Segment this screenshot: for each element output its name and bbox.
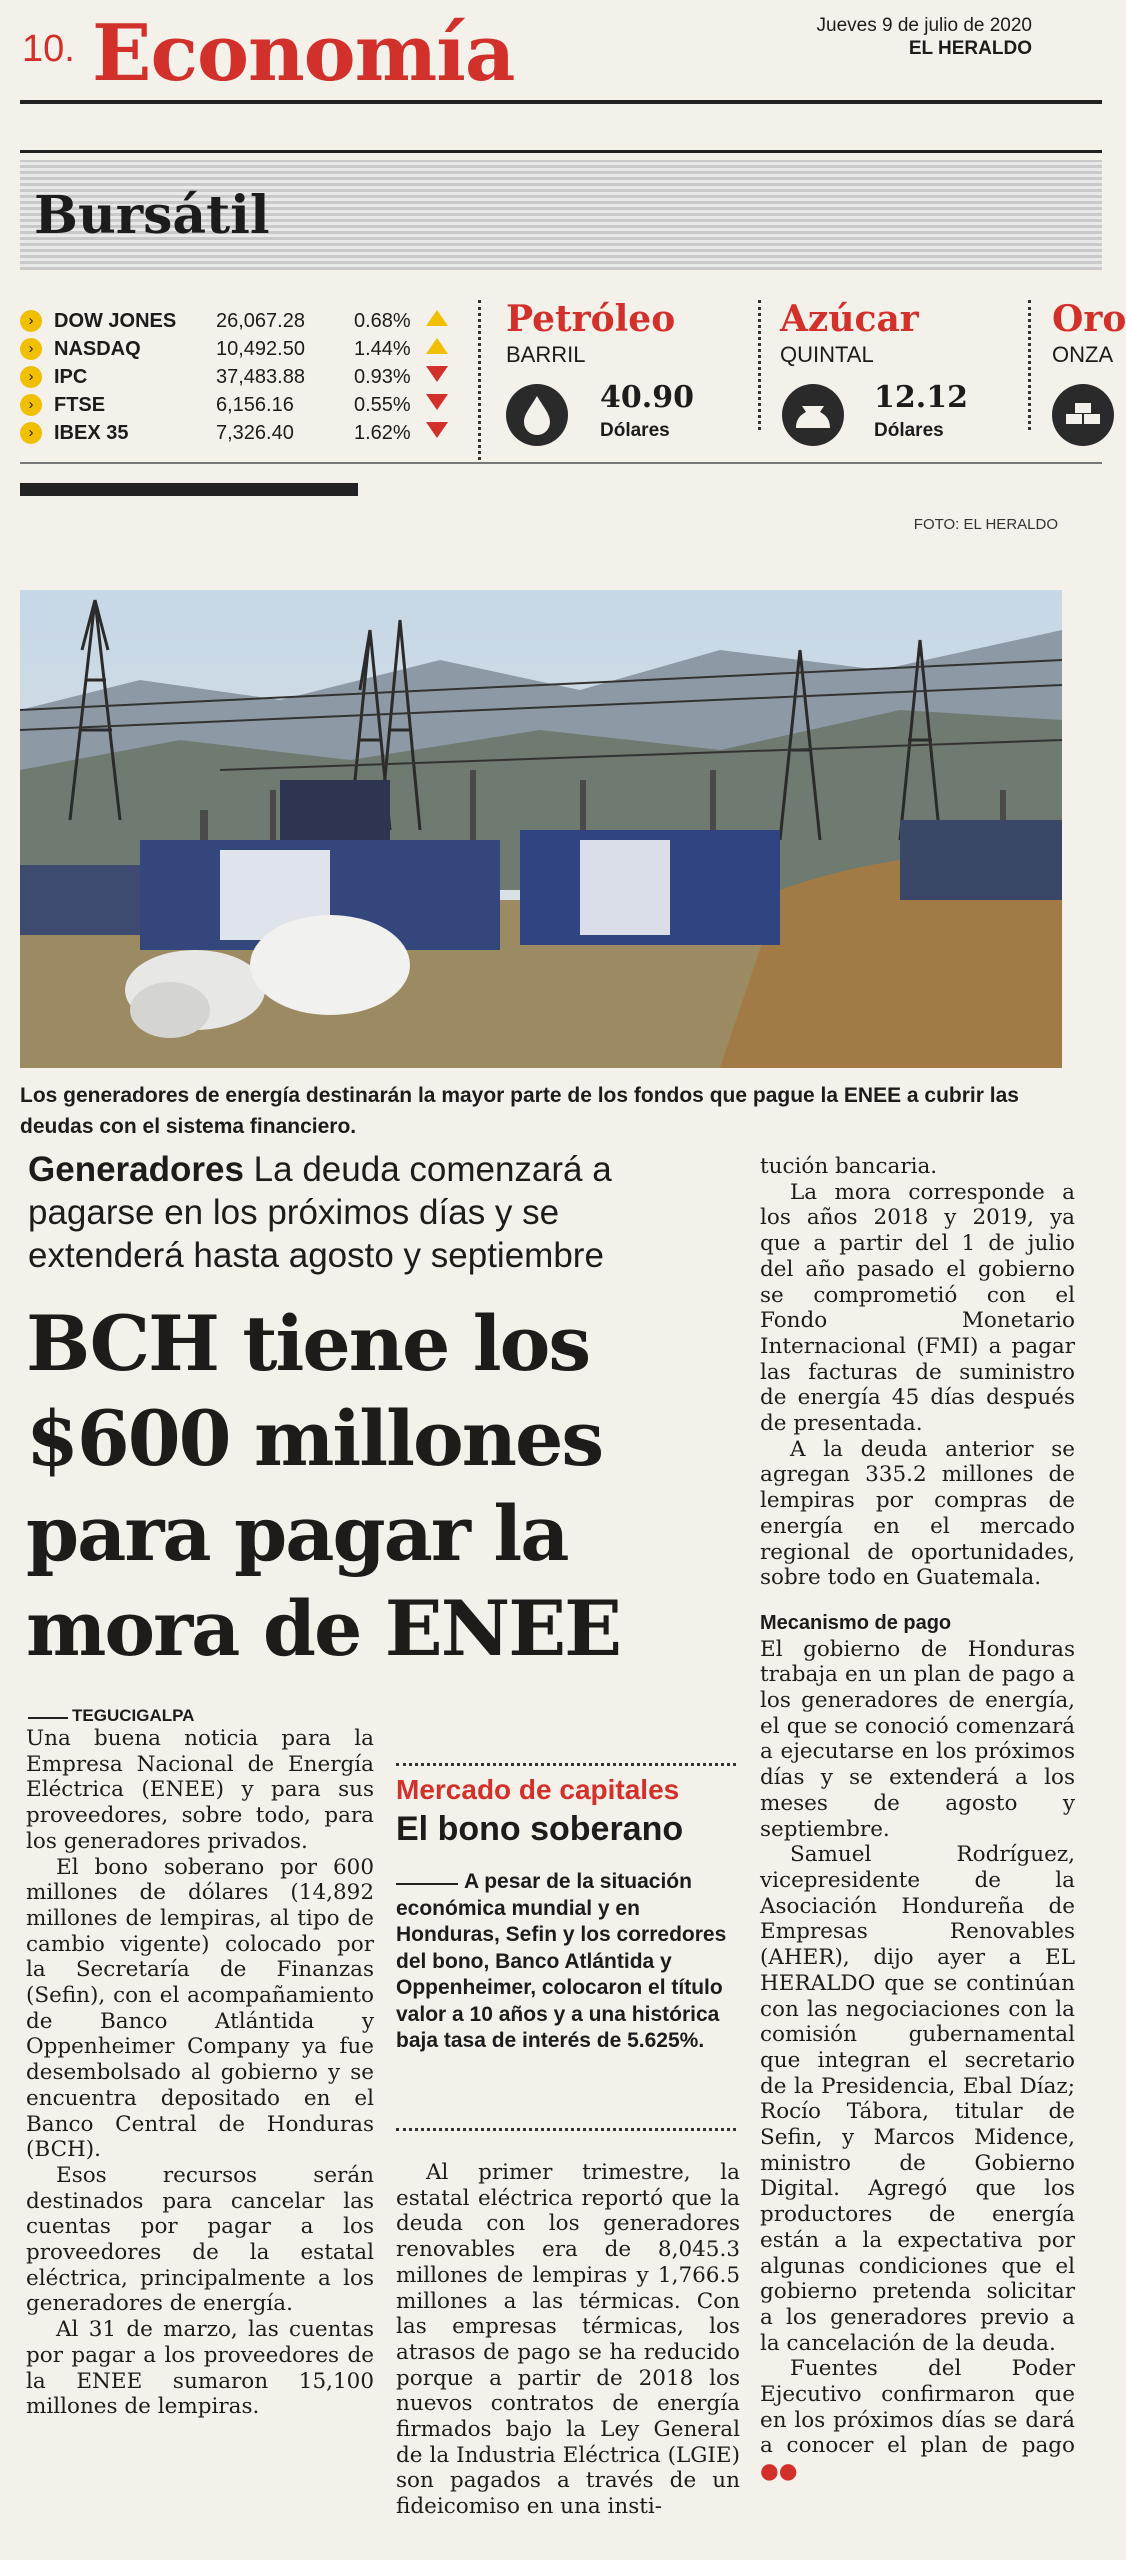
divider <box>396 2128 736 2131</box>
paragraph: Al primer trimestre, la estatal eléctrica reportó que la deuda con los generadores renovables era de 8,045.3 millones de lempiras y 1,766.5 millones a las térmicas. Con las empresas térmicas, los atrasos de pago se ha reducido porque a partir de 2018 los nuevos contratos de energía firmados bajo la Ley General de la Industria Eléctrica (LGIE) son pagados a través de un fideicomiso en una insti- <box>396 2160 740 2520</box>
index-value: 37,483.88 <box>216 366 305 388</box>
index-row <box>20 364 460 392</box>
sidebar-box <box>396 1764 736 2055</box>
commodity-oro-clip <box>1040 290 1126 460</box>
trend-down-icon <box>426 422 448 438</box>
article-column-1 <box>26 1726 374 2420</box>
kicker-label: Generadores <box>28 1150 244 1189</box>
sugar-sack-icon <box>782 384 844 446</box>
paragraph: La mora corresponde a los años 2018 y 2019, ya que a partir del 1 de julio del año pasado el gobierno se comprometió con el Fondo Monetario Internacional (FMI) a pagar las facturas de suministro de energía 45 días después de presentada. <box>760 1179 1075 1437</box>
commodity-currency: Dólares <box>600 420 670 441</box>
trend-down-icon <box>426 394 448 410</box>
trend-up-icon <box>426 338 448 354</box>
index-name: IBEX 35 <box>54 422 129 444</box>
power-plant-photo <box>20 590 1062 1068</box>
index-value: 10,492.50 <box>216 338 305 360</box>
article-headline: BCH tiene los $600 millones para pagar la mora de ENEE <box>26 1299 621 1673</box>
divider <box>478 300 481 460</box>
chevron-right-icon: › <box>20 422 42 444</box>
header-rule-2 <box>20 150 1102 153</box>
kicker-text: La deuda comenzará a pagarse en los próximos días y se extenderá hasta agosto y septiembre <box>28 1150 612 1275</box>
article-column-2 <box>396 2160 740 2520</box>
index-value: 7,326.40 <box>216 422 294 444</box>
paragraph: tución bancaria. <box>760 1154 938 1179</box>
trend-up-icon <box>426 310 448 326</box>
index-row <box>20 336 460 364</box>
divider <box>1028 300 1031 430</box>
index-name: DOW JONES <box>54 310 177 332</box>
issue-date-block <box>817 14 1033 60</box>
index-name: NASDAQ <box>54 338 141 360</box>
index-row <box>20 392 460 420</box>
commodity-currency: Dólares <box>874 420 944 441</box>
photo-caption: Los generadores de energía destinarán la mayor parte de los fondos que pague la ENEE a cubrir las deudas con el sistema financiero. <box>20 1084 1019 1138</box>
index-value: 6,156.16 <box>216 394 294 416</box>
commodity-unit: ONZA <box>1052 342 1114 367</box>
commodity-name: Azúcar <box>780 298 919 340</box>
divider <box>758 300 761 430</box>
bursatil-title: Bursátil <box>34 185 270 246</box>
index-row <box>20 420 460 448</box>
closing-text: Fuentes del Poder Ejecutivo confirmaron que en los próximos días se dará a conocer el plan de pago <box>760 2356 1075 2459</box>
commodity-price: 12.12 <box>874 380 968 415</box>
commodity-price: 40.90 <box>600 380 694 415</box>
gold-bars-icon <box>1052 384 1114 446</box>
paragraph <box>760 2356 1075 2485</box>
paragraph: A la deuda anterior se agregan 335.2 millones de lempiras por compras de energía en el mercado regional de oportunidades, sobre todo en Guatemala. <box>760 1436 1075 1591</box>
chevron-right-icon: › <box>20 394 42 416</box>
band-bottom-rule <box>20 462 1102 464</box>
paragraph: El bono soberano por 600 millones de dólares (14,892 millones de lempiras, al tipo de cambio vigente) colocado por la Secretaría de Finanzas (Sefin), con el acompañamiento de Banco Atlántida y Oppenheimer Company ya fue desembolsado al gobierno y se encuentra depositado en el Banco Central de Honduras (BCH). <box>26 1854 374 2163</box>
header-rule <box>20 100 1102 104</box>
index-value: 26,067.28 <box>216 310 305 332</box>
trend-down-icon <box>426 366 448 382</box>
commodity-name: Oro <box>1052 298 1126 340</box>
paragraph: Samuel Rodríguez, vicepresidente de la Asociación Hondureña de Empresas Renovables (AHER), dijo ayer a EL HERALDO que se continúan con las negociaciones con la comisión gubernamental que integran el secretario de la Presidencia, Ebal Díaz; Rocío Tábora, titular de Sefin, y Marcos Midence, ministro de Gobierno Digital. Agregó que los productores de energía están a la expectativa por algunas condiciones que el gobierno pretenda solicitar a los generadores previo a la cancelación de la deuda. <box>760 1842 1075 2356</box>
index-change: 0.68% <box>354 310 411 332</box>
chevron-right-icon: › <box>20 366 42 388</box>
page-number: 10. <box>22 28 75 70</box>
photo-credit: FOTO: EL HERALDO <box>913 516 1058 533</box>
article-kicker <box>28 1148 688 1277</box>
chevron-right-icon: › <box>20 338 42 360</box>
index-row <box>20 308 460 336</box>
section-title: Economía <box>92 8 515 99</box>
index-change: 0.93% <box>354 366 411 388</box>
index-change: 0.55% <box>354 394 411 416</box>
newspaper-name: EL HERALDO <box>908 38 1032 59</box>
paragraph: Al 31 de marzo, las cuentas por pagar a los proveedores de la ENEE sumaron 15,100 millones de lempiras. <box>26 2317 374 2420</box>
subhead: Mecanismo de pago <box>760 1611 952 1634</box>
commodity-unit: QUINTAL <box>780 342 874 367</box>
paragraph: Esos recursos serán destinados para cancelar las cuentas por pagar a los proveedores de la estatal eléctrica, principalmente a los generadores de energía. <box>26 2162 374 2317</box>
end-mark-icon: ●● <box>760 2459 798 2485</box>
section-bar <box>20 483 358 496</box>
index-change: 1.44% <box>354 338 411 360</box>
sidebar-lead: A pesar de la situación económica mundial y en Honduras, Sefin y los corredores del bono, Banco Atlántida y Oppenheimer, colocaron el título valor a 10 años y a una histórica baja tasa de interés de 5.625%. <box>396 1869 736 2055</box>
commodity-name: Petróleo <box>506 298 676 340</box>
index-name: FTSE <box>54 394 106 416</box>
index-name: IPC <box>54 366 88 388</box>
chevron-right-icon: › <box>20 310 42 332</box>
paragraph: El gobierno de Honduras trabaja en un plan de pago a los generadores de energía, el que se conoció comenzará a ejecutarse en los próximos días y se extenderá a los meses de agosto y septiembre. <box>760 1636 1075 1842</box>
paragraph: Una buena noticia para la Empresa Nacional de Energía Eléctrica (ENEE) y para sus proveedores, sobre todo, para los generadores privados. <box>26 1726 374 1854</box>
commodity-unit: BARRIL <box>506 342 586 367</box>
issue-date: Jueves 9 de julio de 2020 <box>816 15 1032 36</box>
oil-drop-icon <box>506 384 568 446</box>
index-change: 1.62% <box>354 422 411 444</box>
article-column-3 <box>760 1154 1075 2485</box>
sidebar-kicker: Mercado de capitales <box>396 1774 680 1805</box>
dateline: TEGUCIGALPA <box>28 1706 194 1726</box>
sidebar-title: El bono soberano <box>396 1810 684 1848</box>
